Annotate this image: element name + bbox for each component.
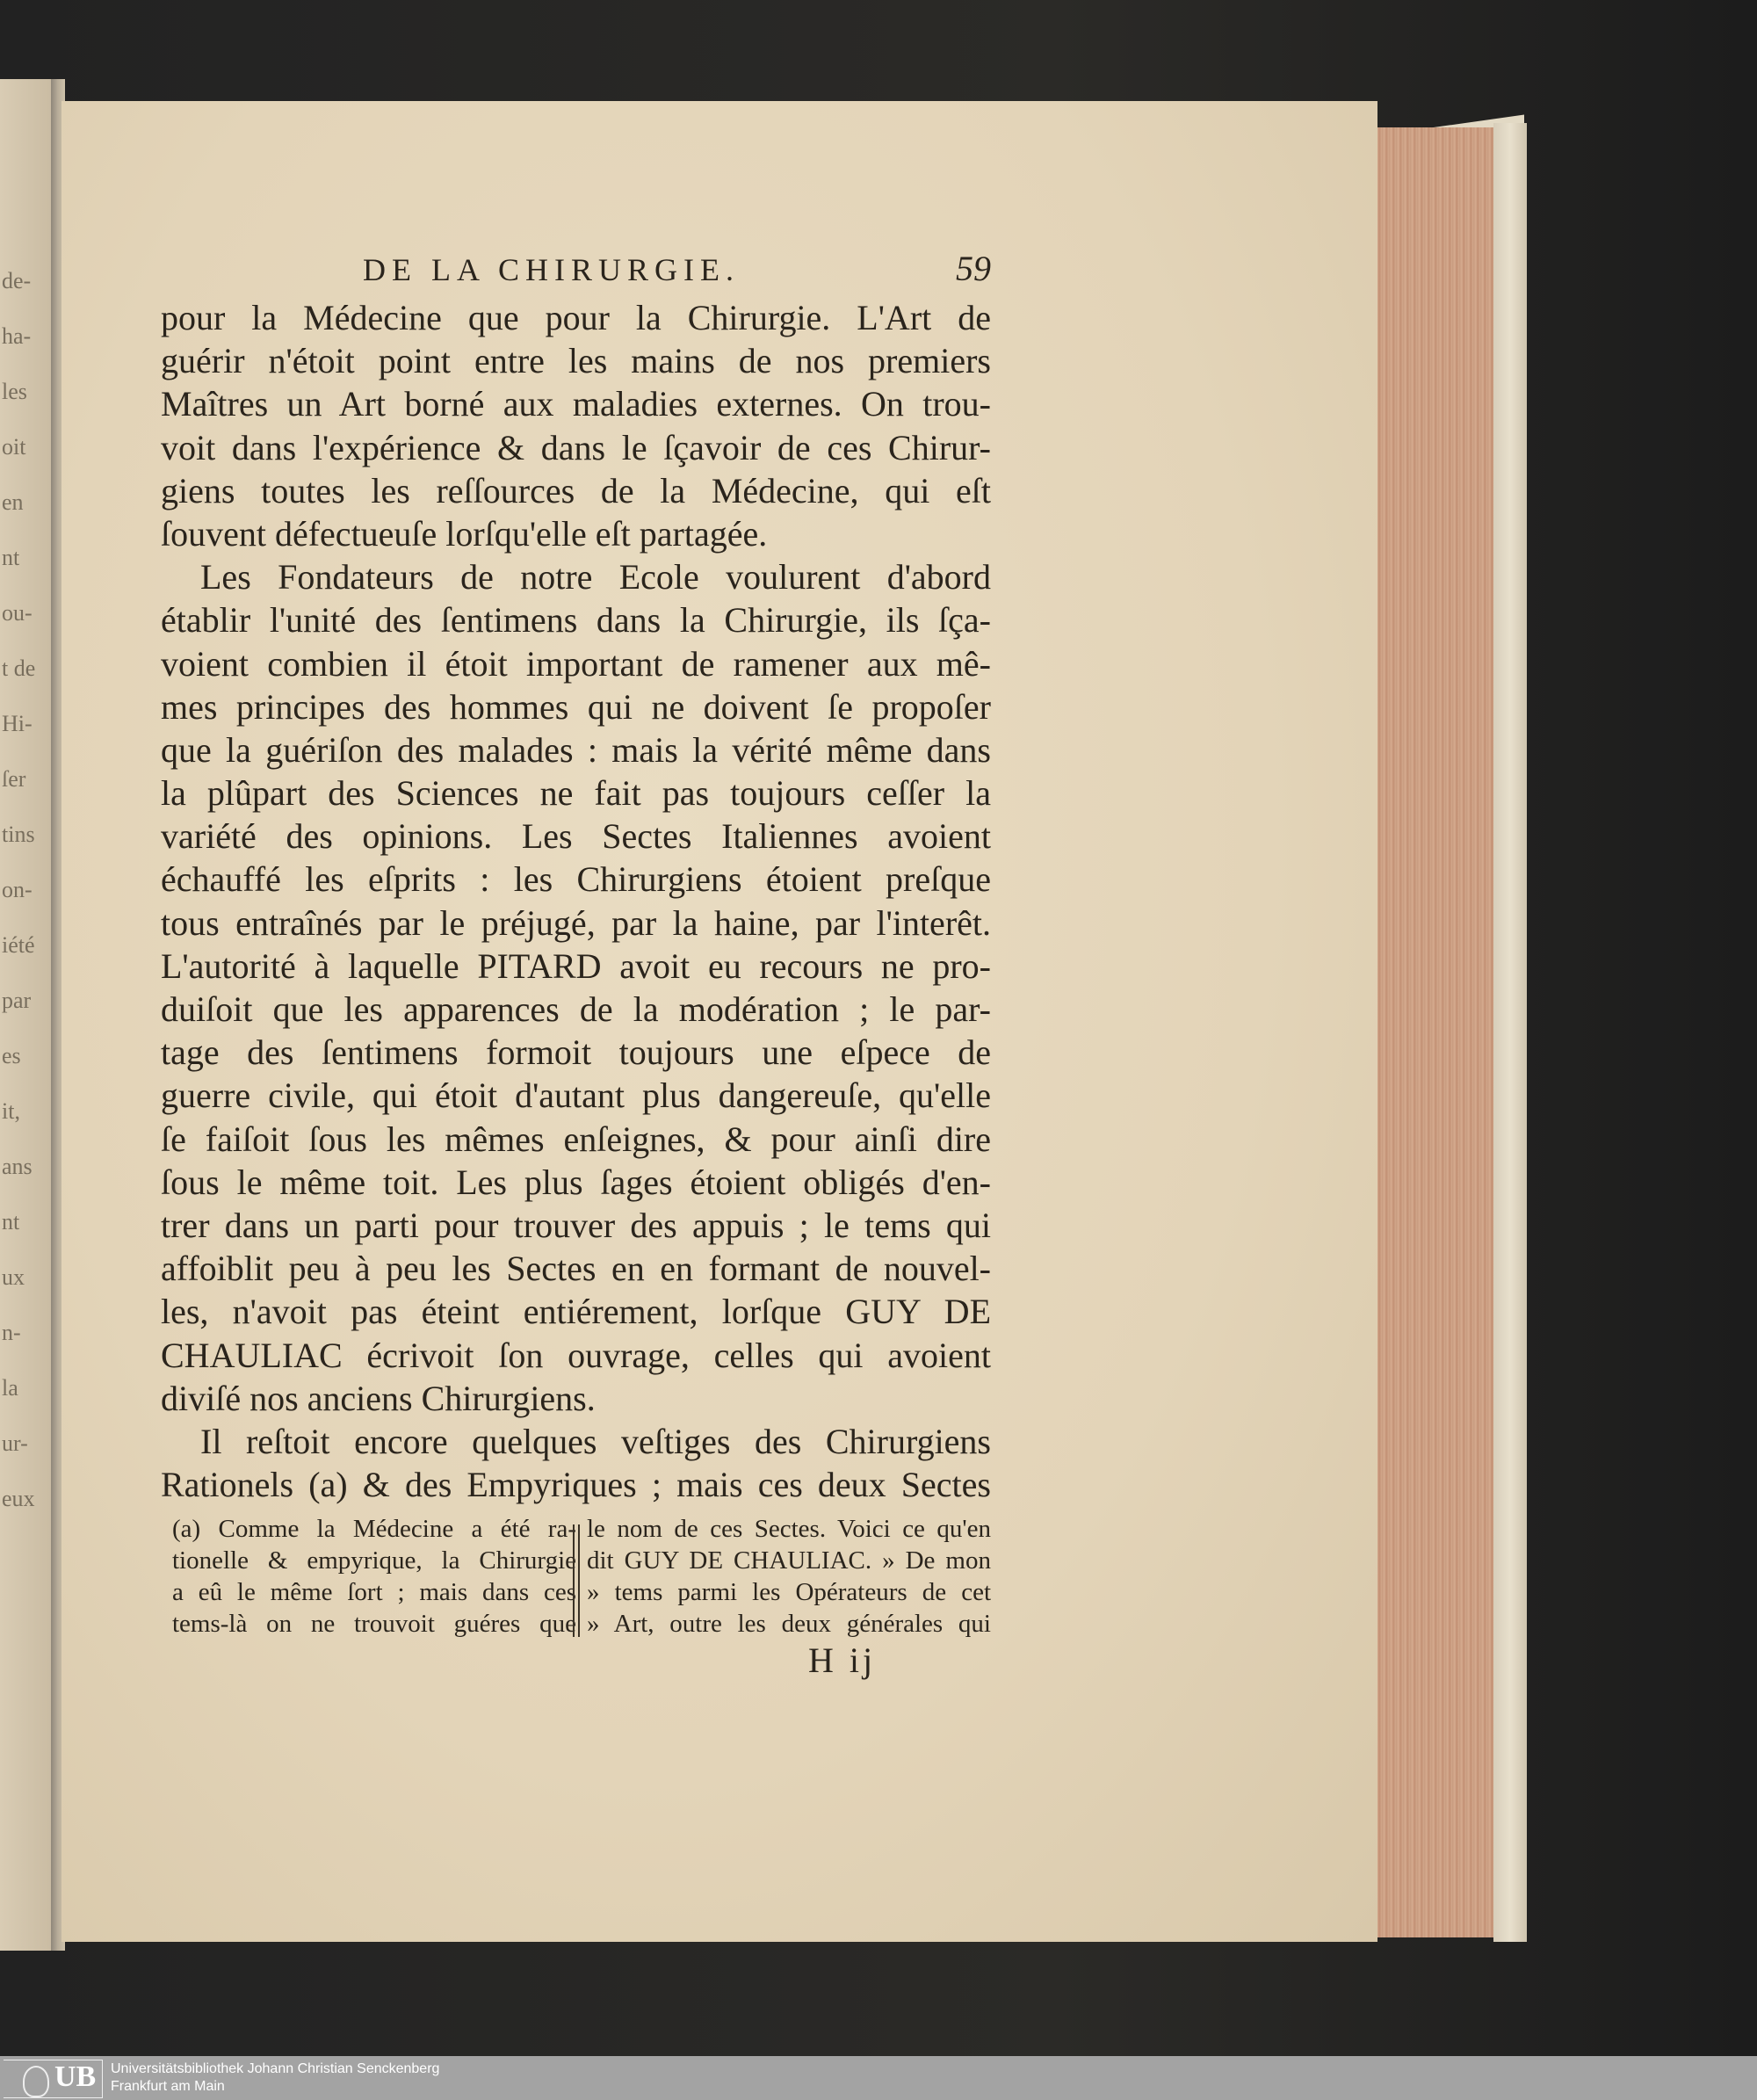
book-cover-edge bbox=[1493, 123, 1527, 1942]
text-line: les, n'avoit pas éteint entiérement, lorſque GUY DE bbox=[161, 1292, 991, 1332]
left-page-fragment: ans bbox=[2, 1154, 33, 1179]
footnote-line: a eû le même ſort ; mais dans ces bbox=[172, 1578, 576, 1606]
body-text bbox=[161, 296, 991, 1506]
portrait-icon bbox=[23, 2066, 49, 2097]
text-line: diviſé nos anciens Chirurgiens. bbox=[161, 1378, 596, 1418]
left-page-fragment: la bbox=[2, 1375, 18, 1401]
text-line: pour la Médecine que pour la Chirurgie. L'Art de bbox=[161, 298, 991, 337]
left-page-fragment: ux bbox=[2, 1264, 25, 1290]
left-page-fragment: ſer bbox=[2, 766, 26, 792]
library-name-line2: Frankfurt am Main bbox=[111, 2079, 225, 2094]
text-line: ſous le même toit. Les plus ſages étoient obligés d'en- bbox=[161, 1162, 991, 1202]
left-page-fragment: eux bbox=[2, 1486, 35, 1511]
left-page-fragment: Hi- bbox=[2, 711, 33, 736]
text-line: tous entraînés par le préjugé, par la haine, par l'interêt. bbox=[161, 902, 991, 943]
ub-logo-text: UB bbox=[54, 2060, 97, 2093]
library-footer bbox=[0, 2056, 1757, 2100]
signature-mark: H ij bbox=[808, 1640, 877, 1680]
footnote-line: » tems parmi les Opérateurs de cet bbox=[587, 1578, 991, 1606]
left-page-fragment: en bbox=[2, 489, 24, 515]
text-line: Les Fondateurs de notre Ecole voulurent d'abord bbox=[200, 557, 991, 597]
text-line: duiſoit que les apparences de la modération ; le par- bbox=[161, 989, 991, 1029]
text-line: ſouvent défectueuſe lorſqu'elle eſt partagée. bbox=[161, 513, 768, 554]
footnote-column-rule bbox=[573, 1524, 580, 1637]
text-line: Maîtres un Art borné aux maladies externes. On trou- bbox=[161, 384, 991, 424]
footnote-line: tems-là on ne trouvoit guéres que bbox=[172, 1610, 576, 1638]
library-name-line1: Universitätsbibliothek Johann Christian Senckenberg bbox=[111, 2061, 440, 2076]
text-line: établir l'unité des ſentimens dans la Chirurgie, ils ſça- bbox=[161, 600, 991, 641]
text-line: guerre civile, qui étoit d'autant plus dangereuſe, qu'elle bbox=[161, 1075, 991, 1116]
left-page-fragment: iété bbox=[2, 932, 35, 958]
left-page-fragment: oit bbox=[2, 434, 26, 460]
text-line: affoiblit peu à peu les Sectes en en formant de nouvel- bbox=[161, 1249, 991, 1289]
library-name bbox=[111, 2060, 439, 2096]
left-page-fragment: nt bbox=[2, 545, 20, 570]
text-line: voit dans l'expérience & dans le ſçavoir de ces Chirur- bbox=[161, 427, 991, 467]
text-line: Il reſtoit encore quelques veſtiges des Chirurgiens bbox=[200, 1421, 991, 1461]
left-page-fragment: les bbox=[2, 379, 27, 404]
left-page-fragment: ha- bbox=[2, 323, 32, 349]
footnote-line: le nom de ces Sectes. Voici ce qu'en bbox=[587, 1515, 991, 1543]
text-line: variété des opinions. Les Sectes Italiennes avoient bbox=[161, 816, 991, 857]
text-line: ſe faiſoit ſous les mêmes enſeignes, & pour ainſi dire bbox=[161, 1119, 991, 1159]
footnote-line: tionelle & empyrique, la Chirurgie bbox=[172, 1546, 576, 1575]
left-page-edge bbox=[0, 79, 54, 1951]
left-page-fragment: n- bbox=[2, 1320, 21, 1345]
left-page-fragment: de- bbox=[2, 268, 32, 293]
text-line: L'autorité à laquelle PITARD avoit eu recours ne pro- bbox=[161, 945, 991, 986]
left-page-fragment: tins bbox=[2, 822, 35, 847]
text-line: échauffé les eſprits : les Chirurgiens étoient preſque bbox=[161, 859, 991, 900]
text-line: guérir n'étoit point entre les mains de nos premiers bbox=[161, 341, 991, 381]
left-page-fragment: es bbox=[2, 1043, 21, 1068]
running-head-title: DE LA CHIRURGIE. bbox=[363, 252, 740, 287]
left-page-fragment: it, bbox=[2, 1098, 20, 1124]
text-line: giens toutes les reſſources de la Médecine, qui eſt bbox=[161, 470, 991, 511]
text-line: voient combien il étoit important de ramener aux mê- bbox=[161, 643, 991, 684]
left-page-fragment: on- bbox=[2, 877, 33, 902]
page-number: 59 bbox=[956, 249, 991, 288]
left-page-fragment: nt bbox=[2, 1209, 20, 1235]
footnote-line: » Art, outre les deux générales qui bbox=[587, 1610, 991, 1638]
left-page-fragment: t de bbox=[2, 655, 36, 681]
text-line: mes principes des hommes qui ne doivent ſe propoſer bbox=[161, 686, 991, 727]
footnote-left-column bbox=[172, 1513, 576, 1640]
ub-logo[interactable] bbox=[4, 2060, 103, 2098]
left-page-fragment: ur- bbox=[2, 1430, 28, 1456]
left-page-fragment: par bbox=[2, 988, 32, 1013]
text-line: Rationels (a) & des Empyriques ; mais ces deux Sectes bbox=[161, 1465, 991, 1505]
text-line: tage des ſentimens formoit toujours une eſpece de bbox=[161, 1032, 991, 1073]
text-line: que la guériſon des malades : mais la vérité même dans bbox=[161, 729, 991, 770]
footnote-right-column bbox=[587, 1513, 991, 1640]
left-page-fragment: ou- bbox=[2, 600, 33, 626]
text-line: trer dans un parti pour trouver des appuis ; le tems qui bbox=[161, 1205, 991, 1245]
page-block-edges bbox=[1375, 127, 1498, 1937]
running-head bbox=[161, 251, 991, 295]
footnote-line: dit GUY DE CHAULIAC. » De mon bbox=[587, 1546, 991, 1575]
text-line: CHAULIAC écrivoit ſon ouvrage, celles qui avoient bbox=[161, 1335, 991, 1375]
footnote-line: (a) Comme la Médecine a été ra- bbox=[172, 1515, 576, 1543]
text-line: la plûpart des Sciences ne fait pas toujours ceſſer la bbox=[161, 773, 991, 814]
